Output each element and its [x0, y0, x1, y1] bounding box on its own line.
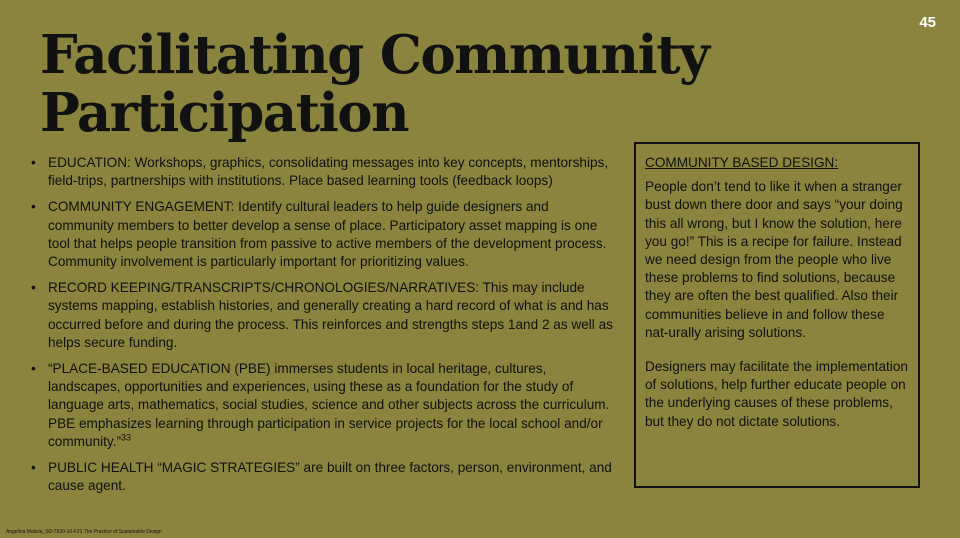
bullet-record-keeping — [28, 279, 618, 352]
bullet-community-engagement — [28, 198, 618, 271]
sidebar-paragraph-2: Designers may facilitate the implementation of solutions, help further educate people on the underlying causes of these problems, but they do not dictate solutions. — [645, 359, 908, 429]
bullet-list — [28, 154, 618, 503]
bullet-text: RECORD KEEPING/TRANSCRIPTS/CHRONOLOGIES/NARRATIVES: This may include systems mapping, establish histories, and generally creating a hard record of what is and has occurred before and during the process. This reinforces and strengths steps 1and 2 as well as helps secure funding. — [48, 280, 613, 350]
bullet-place-based-education — [28, 360, 618, 451]
bullet-text: EDUCATION: Workshops, graphics, consolidating messages into key concepts, mentorships, field-trips, partnerships with institutions. Place based learning tools (feedback loops) — [48, 155, 609, 189]
footnote-ref: 33 — [121, 432, 132, 443]
community-based-design-box — [634, 142, 920, 488]
bullet-text: “PLACE-BASED EDUCATION (PBE) immerses students in local heritage, cultures, landscapes, opportunities and experiences, using these as a foundation for the study of language arts, mathematics, social studies, science and other subjects across the curriculum. PBE emphasizes learning through participation in service projects for the local school and/or community.” — [48, 361, 610, 449]
slide-title — [40, 26, 760, 142]
sidebar-heading: COMMUNITY BASED DESIGN: — [645, 155, 839, 170]
title-line-1: Facilitating Community — [40, 24, 709, 86]
bullet-public-health — [28, 459, 618, 495]
bullet-text: PUBLIC HEALTH “MAGIC STRATEGIES” are built on three factors, person, environment, and cause agent. — [48, 460, 612, 494]
bullet-text: COMMUNITY ENGAGEMENT: Identify cultural leaders to help guide designers and community members to better develop a sense of place. Participatory asset mapping is one tool that helps people transition from passive to active members of the development process. Community involvement is particularly important for prioritizing values. — [48, 199, 607, 270]
bullet-education — [28, 154, 618, 190]
title-line-2: Participation — [40, 82, 409, 144]
footer-credit: Angelina Malizia_SD-7620-10-F21 The Practice of Sustainable Design — [6, 529, 162, 535]
page-number: 45 — [919, 14, 936, 31]
sidebar-paragraph-1: People don’t tend to like it when a stranger bust down there door and says “your doing this all wrong, but I know the solution, here you go!” This is a recipe for failure. Instead we need design from the people who live these problems to find solutions, because they are often the best qualified. Also their communities believe in and follow these nat-urally arising solutions. — [645, 179, 903, 340]
